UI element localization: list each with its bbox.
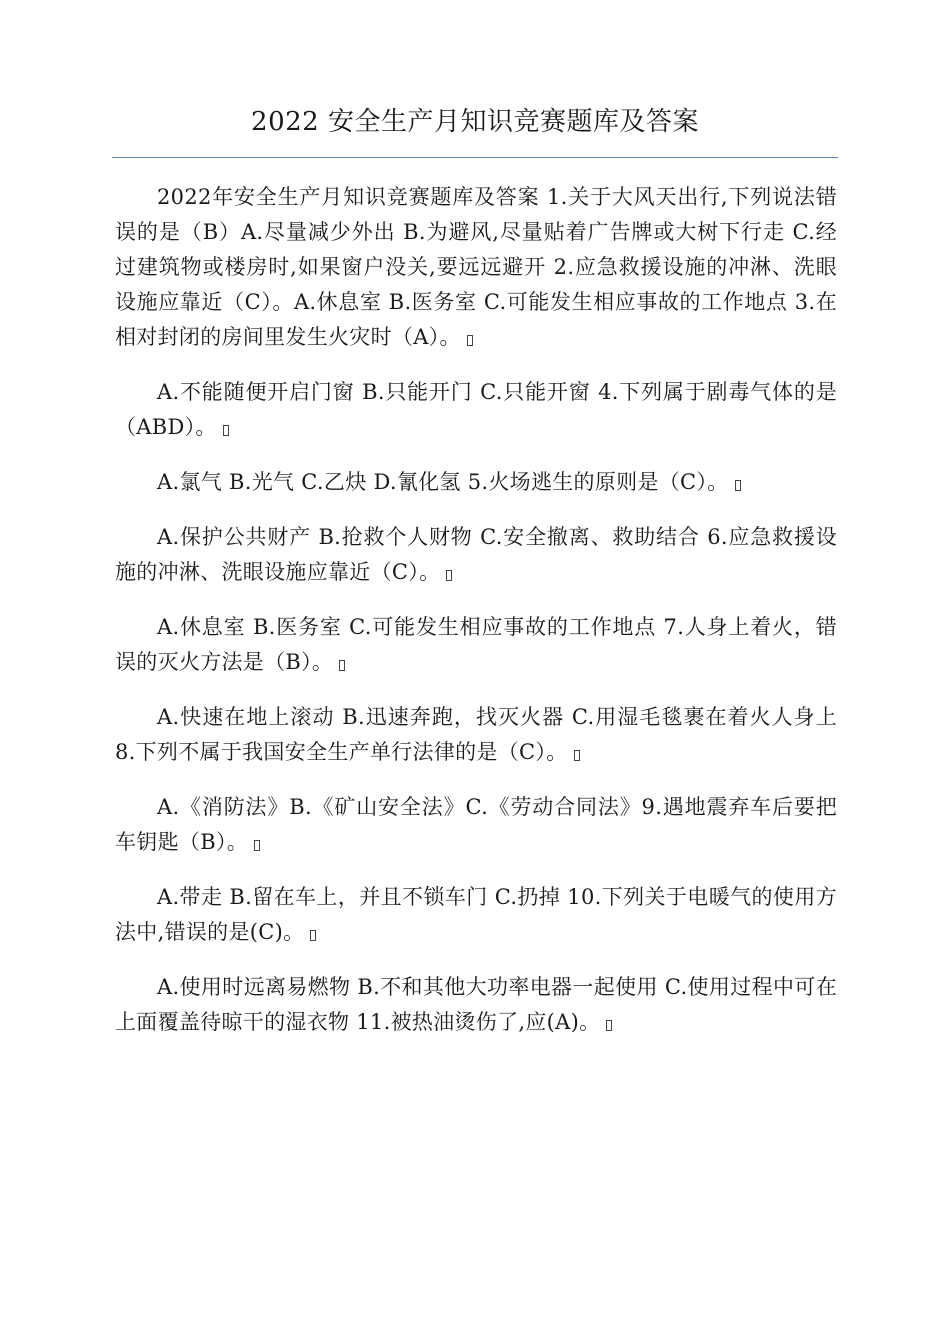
paragraph-mark-icon — [467, 335, 473, 346]
paragraph — [115, 520, 837, 590]
paragraph-mark-icon — [574, 750, 580, 761]
document-body — [115, 180, 837, 1060]
paragraph-text: A.不能随便开启门窗 B.只能开门 C.只能开窗 4.下列属于剧毒气体的是（ABD）。 — [115, 380, 837, 439]
paragraph — [115, 180, 837, 355]
title-divider — [112, 157, 838, 158]
paragraph-text: A.保护公共财产 B.抢救个人财物 C.安全撤离、救助结合 6.应急救援设施的冲淋、洗眼设施应靠近（C）。 — [115, 525, 837, 584]
paragraph-text: A.使用时远离易燃物 B.不和其他大功率电器一起使用 C.使用过程中可在上面覆盖待晾干的湿衣物 11.被热油烫伤了,应(A)。 — [115, 975, 837, 1034]
paragraph — [115, 610, 837, 680]
paragraph-text: A.《消防法》B.《矿山安全法》C.《劳动合同法》9.遇地震弃车后要把车钥匙（B）。 — [115, 795, 837, 854]
paragraph-text: A.快速在地上滚动 B.迅速奔跑，找灭火器 C.用湿毛毯裹在着火人身上 8.下列不属于我国安全生产单行法律的是（C）。 — [115, 705, 837, 764]
paragraph-text: A.氯气 B.光气 C.乙炔 D.氰化氢 5.火场逃生的原则是（C）。 — [157, 470, 729, 494]
paragraph-mark-icon — [606, 1020, 612, 1031]
paragraph-mark-icon — [223, 425, 229, 436]
paragraph-mark-icon — [735, 480, 741, 491]
paragraph-text: A.休息室 B.医务室 C.可能发生相应事故的工作地点 7.人身上着火，错误的灭火方法是（B）。 — [115, 615, 837, 674]
paragraph-text: A.带走 B.留在车上，并且不锁车门 C.扔掉 10.下列关于电暖气的使用方法中,错误的是(C)。 — [115, 885, 837, 944]
paragraph — [115, 790, 837, 860]
paragraph-mark-icon — [339, 660, 345, 671]
paragraph-mark-icon — [254, 840, 260, 851]
paragraph — [115, 700, 837, 770]
paragraph-mark-icon — [310, 930, 316, 941]
paragraph-text: 2022年安全生产月知识竞赛题库及答案 1.关于大风天出行,下列说法错误的是（B）A.尽量减少外出 B.为避风,尽量贴着广告牌或大树下行走 C.经过建筑物或楼房时,如果窗户没关,要远远避开 2.应急救援设施的冲淋、洗眼设施应靠近（C）。A.休息室 B.医务室 C.可能发生相应事故的工作地点 3.在相对封闭的房间里发生火灾时（A）。 — [115, 185, 837, 349]
document-title: 2022 安全生产月知识竞赛题库及答案 — [251, 107, 699, 137]
paragraph — [115, 375, 837, 445]
paragraph — [115, 465, 837, 500]
paragraph-mark-icon — [446, 570, 452, 581]
paragraph — [115, 970, 837, 1040]
paragraph — [115, 880, 837, 950]
